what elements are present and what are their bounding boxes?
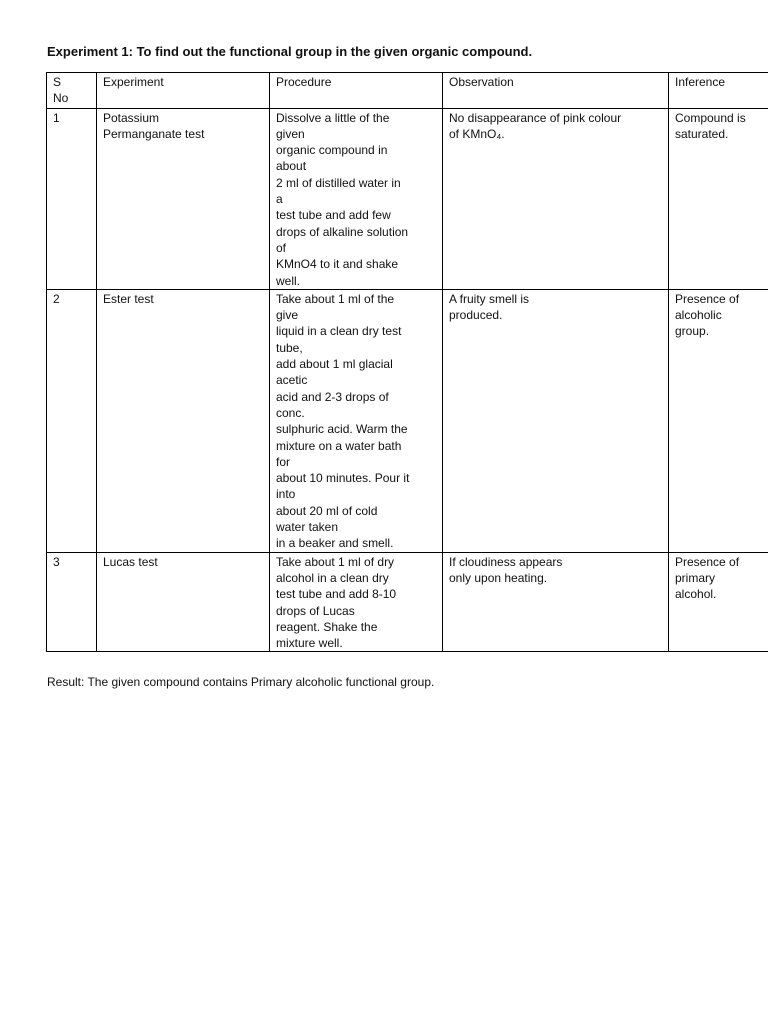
table-row (47, 552, 768, 652)
header-observation: Observation (443, 73, 669, 109)
row-inference: Presence of primary alcohol. (669, 552, 768, 652)
row-inference: Compound is saturated. (669, 108, 768, 289)
row-sno: 2 (47, 289, 97, 552)
header-inference: Inference (669, 73, 768, 109)
table-header-row (47, 73, 768, 109)
row-procedure: Take about 1 ml of the give liquid in a clean dry test tube, add about 1 ml glacial acetic acid and 2-3 drops of conc. sulphuric acid. Warm the mixture on a water bath for about 10 minutes. Pour it into about 20 ml of cold water taken in a beaker and smell. (270, 289, 443, 552)
row-experiment: Ester test (97, 289, 270, 552)
result-text: Result: The given compound contains Primary alcoholic functional group. (47, 675, 435, 689)
row-sno: 3 (47, 552, 97, 652)
experiment-table (46, 72, 768, 652)
row-observation: No disappearance of pink colour of KMnO₄. (443, 108, 669, 289)
row-observation: A fruity smell is produced. (443, 289, 669, 552)
row-observation: If cloudiness appears only upon heating. (443, 552, 669, 652)
row-inference: Presence of alcoholic group. (669, 289, 768, 552)
row-experiment: Lucas test (97, 552, 270, 652)
header-experiment: Experiment (97, 73, 270, 109)
row-procedure: Dissolve a little of the given organic compound in about 2 ml of distilled water in a test tube and add few drops of alkaline solution of KMnO4 to it and shake well. (270, 108, 443, 289)
table-row (47, 108, 768, 289)
page-title: Experiment 1: To find out the functional group in the given organic compound. (47, 44, 533, 59)
table-row (47, 289, 768, 552)
row-procedure: Take about 1 ml of dry alcohol in a clean dry test tube and add 8-10 drops of Lucas reagent. Shake the mixture well. (270, 552, 443, 652)
header-sno: S No (47, 73, 97, 109)
row-experiment: Potassium Permanganate test (97, 108, 270, 289)
row-sno: 1 (47, 108, 97, 289)
header-procedure: Procedure (270, 73, 443, 109)
